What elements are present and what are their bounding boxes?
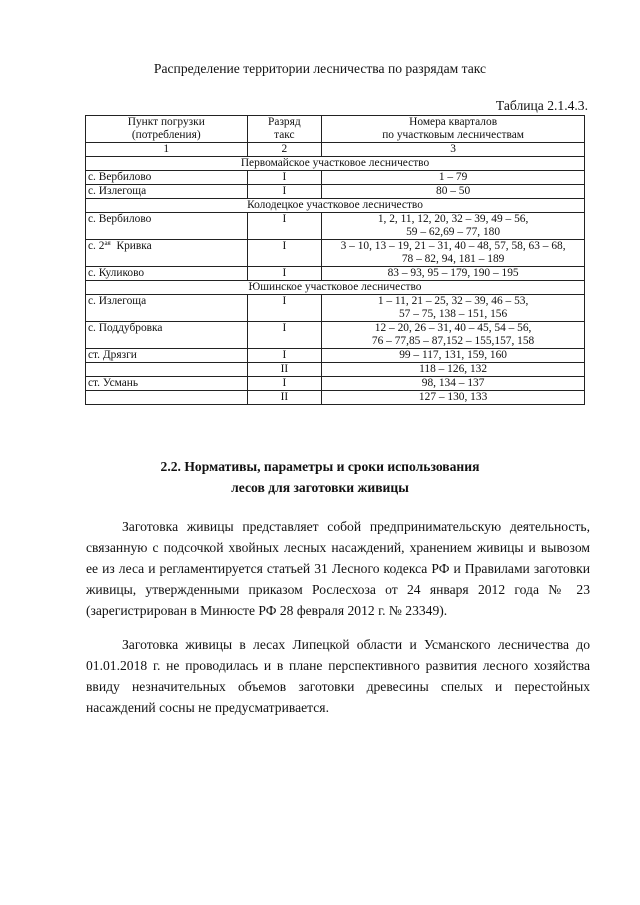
table-row: [86, 171, 585, 185]
quarter-numbers-cell: 99 – 117, 131, 159, 160: [322, 349, 585, 363]
page-title: Распределение территории лесничества по разрядам такс: [153, 61, 487, 76]
quarter-numbers-cell: 1 – 11, 21 – 25, 32 – 39, 46 – 53, 57 – 75, 138 – 151, 156: [322, 295, 585, 322]
table-caption: Таблица 2.1.4.3.: [495, 98, 588, 113]
table-row: [86, 240, 585, 267]
section-heading-line: 2.2. Нормативы, параметры и сроки использования: [160, 459, 480, 474]
table-header-row: [86, 116, 585, 143]
quarter-numbers-cell: 83 – 93, 95 – 179, 190 – 195: [322, 267, 585, 281]
loading-point-cell: [86, 363, 248, 377]
tax-rank-cell: I: [247, 295, 322, 322]
tax-rank-cell: I: [247, 185, 322, 199]
loading-point-cell: с. $2^{ая}$ Кривка: [86, 240, 248, 267]
quarter-numbers-cell: 127 – 130, 133: [322, 391, 585, 405]
header-loading-point: Пункт погрузки (потребления): [86, 116, 248, 143]
column-number: 3: [322, 143, 585, 157]
table-row: [86, 267, 585, 281]
quarter-numbers-cell: 118 – 126, 132: [322, 363, 585, 377]
loading-point-cell: с. Вербилово: [86, 213, 248, 240]
body-paragraph: Заготовка живицы представляет собой предпринимательскую деятельность, связанную с подсочкой хвойных лесных насаждений, хранением живицы и вывозом ее из леса и регламентируется статьей 31 Лесного кодекса РФ и Правилами заготовки живицы, утвержденными приказом Рослесхоза от 24 января 2012 года № 23 (зарегистрирован в Минюсте РФ 28 февраля 2012 г. № 23349).: [86, 519, 590, 618]
table-row: [86, 349, 585, 363]
tax-rank-cell: I: [247, 322, 322, 349]
section-heading-line: лесов для заготовки живицы: [231, 480, 409, 495]
table-row: [86, 295, 585, 322]
quarter-numbers-cell: 1 – 79: [322, 171, 585, 185]
table-row: [86, 322, 585, 349]
table-column-number-row: [86, 143, 585, 157]
quarter-numbers-cell: 98, 134 – 137: [322, 377, 585, 391]
tax-rank-cell: I: [247, 213, 322, 240]
header-tax-rank: Разряд такс: [247, 116, 322, 143]
loading-point-cell: с. Излегоща: [86, 185, 248, 199]
tax-rank-cell: I: [247, 267, 322, 281]
loading-point-cell: с. Поддубровка: [86, 322, 248, 349]
tax-rank-cell: II: [247, 391, 322, 405]
tax-rank-cell: I: [247, 377, 322, 391]
loading-point-cell: ст. Дрязги: [86, 349, 248, 363]
section-heading: [0, 456, 640, 498]
quarter-numbers-cell: 3 – 10, 13 – 19, 21 – 31, 40 – 48, 57, 58, 63 – 68, 78 – 82, 94, 181 – 189: [322, 240, 585, 267]
tax-rank-cell: II: [247, 363, 322, 377]
loading-point-cell: с. Излегоща: [86, 295, 248, 322]
loading-point-cell: с. Вербилово: [86, 171, 248, 185]
quarter-numbers-cell: 1, 2, 11, 12, 20, 32 – 39, 49 – 56, 59 – 62,69 – 77, 180: [322, 213, 585, 240]
table-section-row: [86, 157, 585, 171]
tax-rank-cell: I: [247, 349, 322, 363]
header-quarter-numbers: Номера кварталов по участковым лесничествам: [322, 116, 585, 143]
distribution-table: [85, 115, 585, 405]
tax-rank-cell: I: [247, 171, 322, 185]
body-paragraph: Заготовка живицы в лесах Липецкой области и Усманского лесничества до 01.01.2018 г. не проводилась и в плане перспективного развития лесного хозяйства ввиду незначительных объемов заготовки древесины спелых и перестойных насаждений сосны не предусматривается.: [86, 637, 590, 715]
table-section-row: [86, 281, 585, 295]
quarter-numbers-cell: 12 – 20, 26 – 31, 40 – 45, 54 – 56, 76 – 77,85 – 87,152 – 155,157, 158: [322, 322, 585, 349]
table-row: [86, 377, 585, 391]
table-row: [86, 213, 585, 240]
section-name: Юшинское участковое лесничество: [86, 281, 585, 295]
section-name: Первомайское участковое лесничество: [86, 157, 585, 171]
tax-rank-cell: I: [247, 240, 322, 267]
loading-point-cell: [86, 391, 248, 405]
loading-point-cell: с. Куликово: [86, 267, 248, 281]
column-number: 2: [247, 143, 322, 157]
table-row: [86, 185, 585, 199]
quarter-numbers-cell: 80 – 50: [322, 185, 585, 199]
section-name: Колодецкое участковое лесничество: [86, 199, 585, 213]
table-row: [86, 391, 585, 405]
table-section-row: [86, 199, 585, 213]
table-row: [86, 363, 585, 377]
loading-point-cell: ст. Усмань: [86, 377, 248, 391]
column-number: 1: [86, 143, 248, 157]
